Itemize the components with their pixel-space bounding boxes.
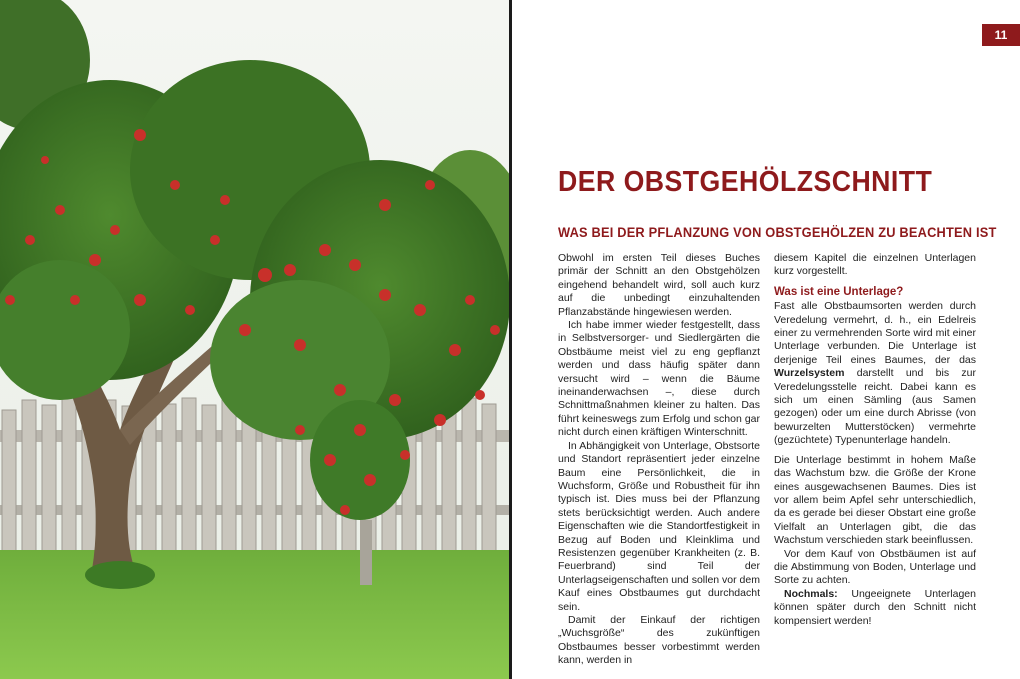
- paragraph: Ich habe immer wieder festgestellt, dass in Selbstversorger- und Siedlergärten die Obstbäume meist viel zu eng gepflanzt werden und dass häufig später dann versucht wird – wenn die Bäume ineinanderwachsen –, diese durch Schnittmaßnahmen kleiner zu halten. Das führt keineswegs zum Erfolg und schon gar nicht durch einen kräftigen Winterschnitt.: [558, 319, 760, 439]
- subheading: Was ist eine Unterlage?: [774, 285, 904, 298]
- paragraph: [774, 300, 976, 447]
- bold-term: Nochmals:: [784, 587, 838, 600]
- lawn: [0, 550, 510, 679]
- paragraph: [774, 588, 976, 628]
- bold-term: Wurzelsystem: [774, 367, 845, 380]
- text-run: Fast alle Obstbaumsorten werden durch Veredelung vermehrt, d. h., ein Edelreis einer zu vermehrenden Sorte wird mit einer Unterlage verbunden. Die Unterlage ist derjenige Teil eines Baumes, der das: [774, 300, 976, 366]
- paragraph: Die Unterlage bestimmt in hohem Maße das Wachstum bzw. die Größe der Krone eines ausgewachsenen Baumes. Dies ist vor allem beim Apfel sehr unterschiedlich, da es gerade bei dieser Obstart eine große Vielfalt an Unterlagen gibt, die das Wachstum verschieden stark beeinflussen.: [774, 453, 976, 547]
- page-number: 11: [982, 24, 1020, 46]
- paragraph: Damit der Einkauf der richtigen „Wuchsgröße“ des zukünftigen Obstbaumes besser vorbestimmt werden kann, werden in: [558, 613, 760, 667]
- text-column-left: [558, 252, 760, 668]
- paragraph: Obwohl im ersten Teil dieses Buches primär der Schnitt an den Obstgehölzen eingehend behandelt wird, soll auch kurz auf die unbedingt einzuhaltenden Pflanzabstände hingewiesen werden.: [558, 252, 760, 318]
- text-column-right: [774, 252, 976, 628]
- right-page: [512, 0, 1020, 679]
- text-run: darstellt und bis zur Veredelungsstelle reicht. Dabei kann es sich um einen Sämling (aus Samen gezogen) oder um eine durch Abrisse (von bewurzelten Mutterstöcken) vermehrte (gezüchtete) Typenunterlage handeln.: [774, 367, 976, 447]
- paragraph: Vor dem Kauf von Obstbäumen ist auf die Abstimmung von Boden, Unterlage und Sorte zu achten.: [774, 547, 976, 587]
- paragraph: diesem Kapitel die einzelnen Unterlagen kurz vorgestellt.: [774, 252, 976, 278]
- chapter-title: DER OBSTGEHÖLZSCHNITT: [558, 166, 933, 198]
- paragraph: In Abhängigkeit von Unterlage, Obstsorte und Standort repräsentiert jeder einzelne Baum eine Persönlichkeit, die in Wuchsform, Größe und Robustheit für ihn typisch ist. Dies muss bei der Pflanzung stets berücksichtigt werden. Auch andere Eigenschaften wie die Standortfestigkeit in Bezug auf Boden und Kleinklima und Resistenzen gegenüber Krankheiten (z. B. Feuerbrand) sind Teil der Unterlagseigenschaften und sollen vor dem Kauf eines Obstbaumes gut durchdacht sein.: [558, 439, 760, 613]
- text-run: Ungeeignete Unterlagen können später durch den Schnitt nicht kompensiert werden!: [774, 587, 976, 627]
- section-heading: WAS BEI DER PFLANZUNG VON OBSTGEHÖLZEN ZU BEACHTEN IST: [558, 225, 997, 240]
